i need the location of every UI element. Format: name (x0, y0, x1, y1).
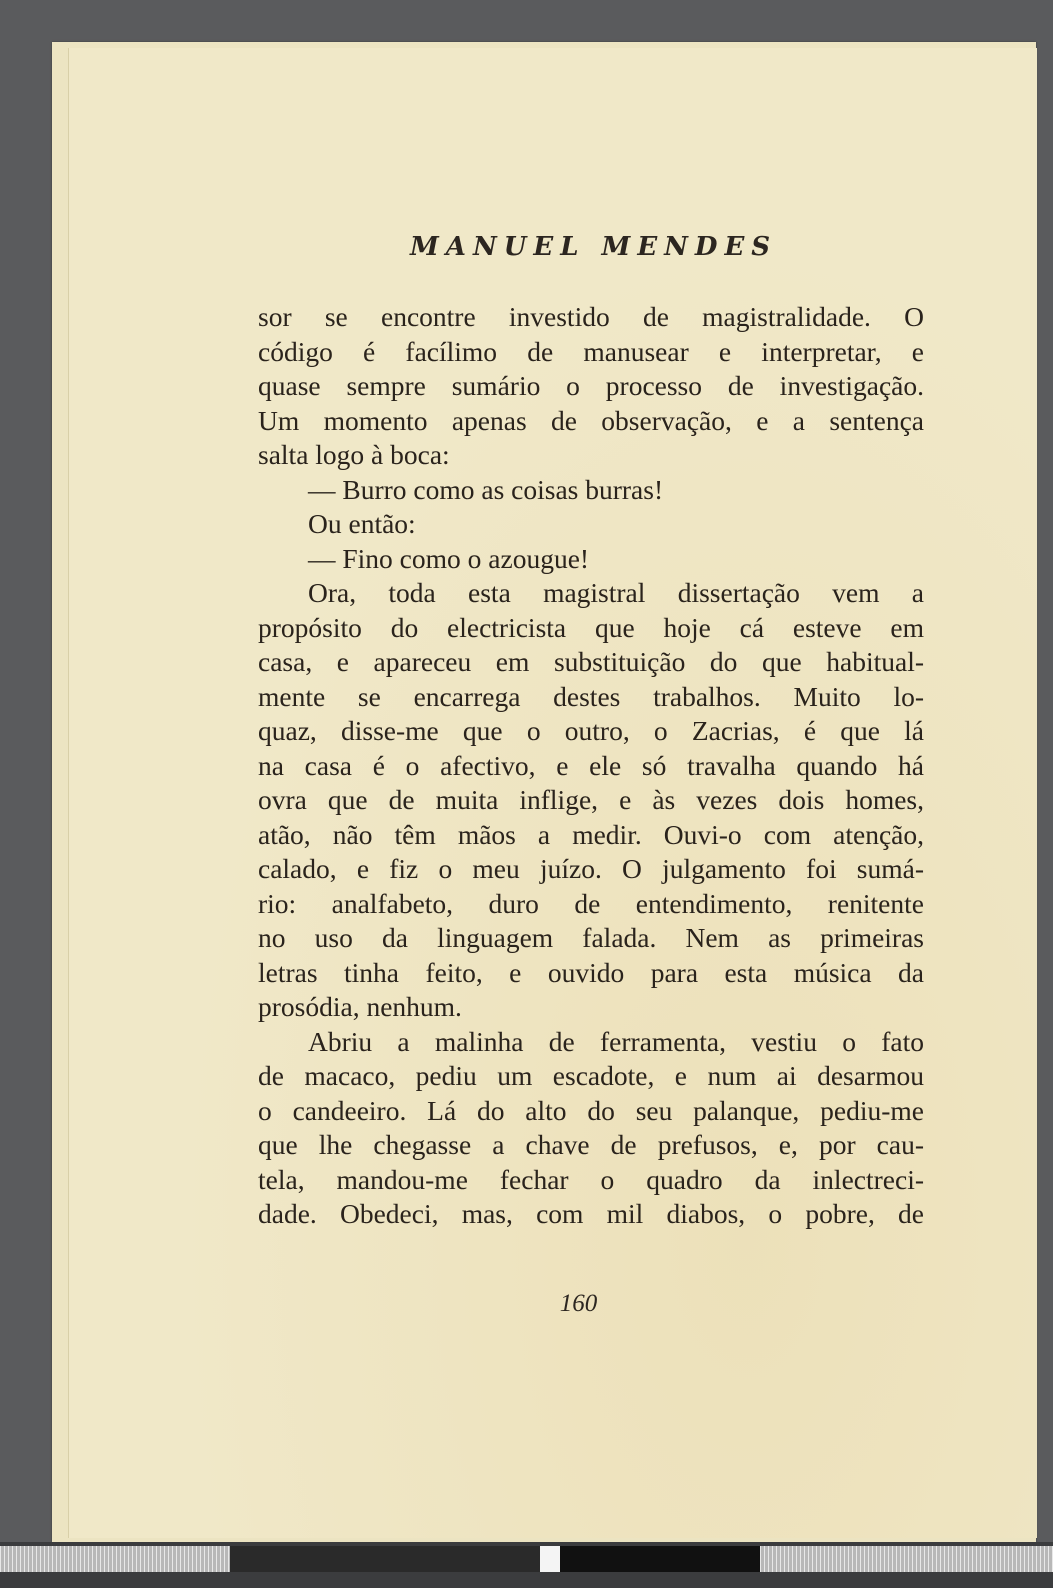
text-line: propósito do electricista que hoje cá esteve em (258, 611, 924, 643)
text-line: letras tinha feito, e ouvido para esta música da (258, 956, 924, 988)
scan-ruler-right (760, 1546, 1053, 1572)
text-line: calado, e fiz o meu juízo. O julgamento foi sumá- (258, 853, 924, 884)
text-line: salta logo à boca: (258, 439, 450, 470)
text-line: código é facílimo de manusear e interpretar, e (258, 335, 924, 367)
text-line: mente se encarrega destes trabalhos. Muito lo- (258, 680, 924, 712)
text-line: sor se encontre investido de magistralidade. O (258, 301, 924, 332)
page-number: 160 (559, 1290, 598, 1317)
scan-white-block (540, 1546, 560, 1572)
text-line: tela, mandou-me fechar o quadro da inlectreci- (258, 1163, 924, 1195)
text-line: ovra que de muita inflige, e às vezes dois homes, (258, 784, 924, 815)
text-line: quaz, disse-me que o outro, o Zacrias, é que lá (258, 715, 924, 746)
scan-black-block (560, 1546, 760, 1572)
text-line: prosódia, nenhum. (258, 991, 462, 1022)
text-line: no uso da linguagem falada. Nem as primeiras (258, 922, 924, 953)
scan-gray-block (230, 1546, 540, 1572)
text-line: quase sempre sumário o processo de investigação. (258, 370, 924, 401)
text-line: Ou então: (308, 508, 416, 539)
scan-ruler-left (0, 1546, 230, 1572)
text-line: o candeeiro. Lá do alto do seu palanque, pediu-me (258, 1094, 924, 1126)
text-line: de macaco, pediu um escadote, e num ai desarmou (258, 1060, 924, 1091)
text-line: — Burro como as coisas burras! (308, 473, 664, 505)
text-line: na casa é o afectivo, e ele só travalha quando há (258, 749, 924, 781)
text-line: Abriu a malinha de ferramenta, vestiu o fato (308, 1025, 924, 1057)
body-text (258, 300, 924, 1232)
text-line: atão, não têm mãos a medir. Ouvi-o com atenção, (258, 818, 924, 850)
text-line: Ora, toda esta magistral dissertação vem a (308, 577, 924, 608)
text-line: casa, e apareceu em substituição do que habitual- (258, 646, 924, 677)
text-line: dade. Obedeci, mas, com mil diabos, o pobre, de (258, 1198, 924, 1229)
text-line: — Fino como o azougue! (308, 542, 590, 574)
text-line: rio: analfabeto, duro de entendimento, renitente (258, 887, 924, 919)
text-line: que lhe chegasse a chave de prefusos, e, por cau- (258, 1129, 924, 1160)
text-line: Um momento apenas de observação, e a sentença (258, 404, 924, 436)
running-head: MANUEL MENDES (410, 232, 778, 262)
